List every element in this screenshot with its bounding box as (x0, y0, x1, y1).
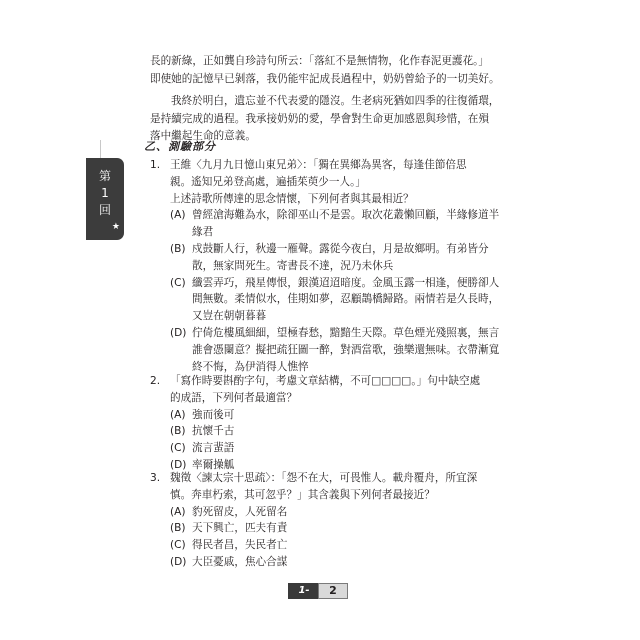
option-d (170, 325, 510, 375)
question-stem (170, 157, 510, 207)
text-line: 率爾操觚 (192, 458, 235, 471)
option-label: (C) (170, 276, 186, 289)
text-line: 得民者昌，失民者亡 (192, 539, 288, 552)
text-line: 又豈在朝朝暮暮 (192, 310, 267, 323)
text-line: 「寫作時要斟酌字句，考慮文章結構，不可□□□□。」句中缺空處 (170, 375, 481, 387)
text-line: 是持續完成的過程。我承接奶奶的愛，學會對生命更加感恩與珍惜，在殞 (150, 112, 489, 125)
text-line: 大臣憂戚，焦心合謀 (192, 555, 288, 568)
option-label: (A) (170, 209, 186, 222)
text-line: 緣君 (192, 226, 214, 239)
text-line: 豹死留皮，人死留名 (192, 505, 288, 518)
option-label: (B) (170, 522, 186, 535)
question-number: 3. (150, 472, 161, 484)
side-tab-char: 1 (101, 186, 109, 200)
option-label: (D) (170, 326, 187, 339)
text-line: 上述詩歌所傳達的思念情懷，下列何者與其最相近？ (170, 192, 414, 205)
passage-paragraph-1 (150, 53, 500, 88)
text-line: 纖雲弄巧，飛星傳恨，銀漢迢迢暗度。金風玉露一相逢，便勝卻人 (192, 276, 500, 289)
option-d (170, 554, 510, 571)
side-tab-connector (100, 140, 101, 158)
text-line: 的成語，下列何者最適當？ (170, 391, 298, 404)
text-line: 終不悔，為伊消得人憔悴 (192, 360, 309, 373)
option-label: (A) (170, 408, 186, 421)
chapter-side-tab (86, 158, 124, 240)
option-label: (A) (170, 505, 186, 518)
question-stem (170, 470, 510, 504)
question-number: 1. (150, 159, 161, 171)
side-tab-char: 第 (98, 169, 111, 183)
text-line: 王維〈九月九日憶山東兄弟〉：「獨在異鄉為異客，每逢佳節倍思 (170, 159, 467, 171)
text-line: 曾經滄海難為水，除卻巫山不是雲。取次花叢懶回顧，半緣修道半 (192, 209, 500, 222)
star-icon: ★ (111, 222, 120, 232)
question-stem (170, 373, 510, 407)
text-line: 長的新綠，正如龔自珍詩句所云：「落紅不是無情物，化作春泥更護花。」 (150, 55, 489, 67)
option-a (170, 504, 510, 521)
text-line: 誰會憑闌意？擬把疏狂圖一醉，對酒當歌，強樂還無味。衣帶漸寬 (192, 343, 500, 356)
text-line: 天下興亡，匹夫有責 (192, 522, 288, 535)
text-line: 佇倚危樓風細細，望極春愁，黯黯生天際。草色煙光殘照裏，無言 (192, 326, 500, 339)
option-label: (D) (170, 458, 187, 471)
option-b (170, 241, 510, 275)
option-c (170, 440, 510, 457)
option-b (170, 423, 510, 440)
side-tab-char: 回 (98, 203, 111, 217)
question-2 (150, 373, 510, 474)
question-number: 2. (150, 375, 161, 387)
option-a (170, 407, 510, 424)
option-b (170, 520, 510, 537)
text-line: 戍鼓斷人行，秋邊一雁聲。露從今夜白，月是故鄉明。有弟皆分 (192, 242, 489, 255)
section-heading: 乙、測驗部分 (144, 140, 216, 153)
option-label: (D) (170, 555, 187, 568)
text-line: 流言蜚語 (192, 442, 235, 455)
text-line: 親。遙知兄弟登高處，遍插茱萸少一人。」 (170, 175, 366, 188)
chapter-number: 1- (288, 583, 320, 599)
option-a (170, 207, 510, 241)
question-1 (150, 157, 510, 375)
text-line: 我終於明白，遺忘並不代表愛的隱沒。生老病死猶如四季的往復循環， (171, 95, 500, 107)
option-label: (C) (170, 442, 186, 455)
text-line: 抗懷千古 (192, 425, 235, 438)
question-3 (150, 470, 510, 571)
option-c (170, 537, 510, 554)
page-number: 2 (318, 583, 348, 599)
option-label: (B) (170, 425, 186, 438)
text-line: 慎。奔車朽索，其可忽乎？」其含義與下列何者最接近？ (170, 488, 435, 501)
page-number-footer (288, 583, 348, 599)
text-line: 強而後可 (192, 408, 235, 421)
option-label: (B) (170, 242, 186, 255)
text-line: 散，無家問死生。寄書長不達，況乃未休兵 (192, 259, 394, 272)
text-line: 即使她的記憶早已剝落，我仍能牢記成長過程中，奶奶曾給予的一切美好。 (150, 72, 500, 85)
option-c (170, 275, 510, 325)
text-line: 間無數。柔情似水，佳期如夢，忍顧鵲橋歸路。兩情若是久長時， (192, 293, 500, 306)
text-line: 魏徵〈諫太宗十思疏〉：「怨不在大，可畏惟人。載舟覆舟，所宜深 (170, 472, 478, 484)
option-label: (C) (170, 539, 186, 552)
text-line: 落中繼起生命的意義。 (150, 130, 256, 142)
